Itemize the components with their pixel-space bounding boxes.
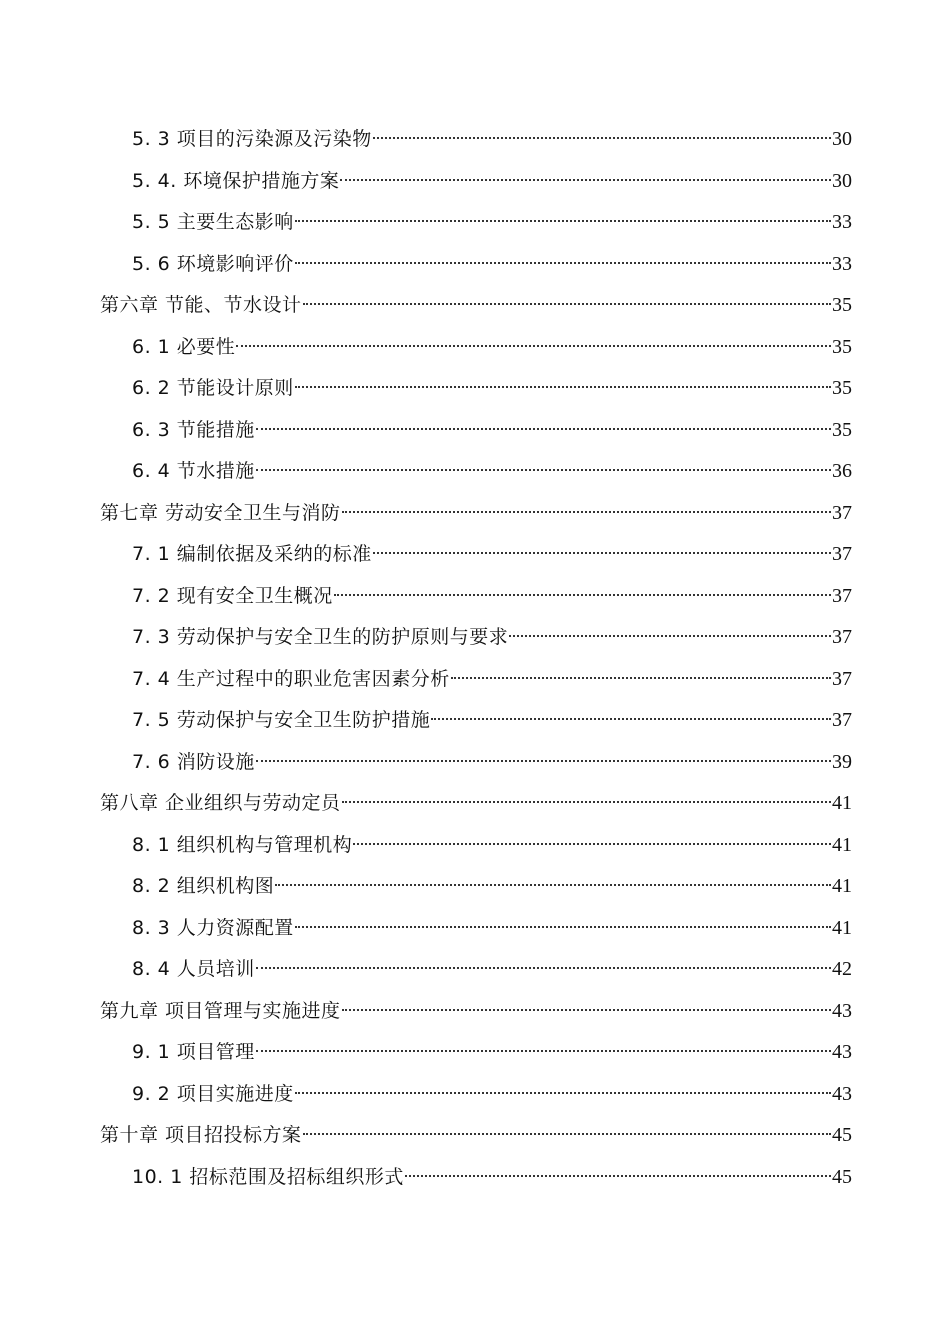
- toc-entry-page-number: 41: [832, 916, 852, 939]
- dot-leader: [256, 427, 831, 430]
- toc-entry-title: 9. 1 项目管理: [132, 1041, 255, 1063]
- dot-leader: [340, 178, 831, 181]
- toc-section-entry[interactable]: [100, 410, 852, 452]
- toc-chapter-entry[interactable]: [100, 991, 852, 1033]
- dot-leader: [373, 551, 831, 554]
- toc-entry-page-number: 37: [832, 543, 852, 565]
- dot-leader: [295, 219, 831, 222]
- toc-entry-page-number: 43: [832, 1041, 852, 1063]
- toc-section-entry[interactable]: [100, 327, 852, 369]
- toc-entry-title: 8. 1 组织机构与管理机构: [132, 833, 353, 856]
- toc-section-entry[interactable]: [100, 119, 852, 161]
- dot-leader: [342, 800, 831, 803]
- toc-entry-page-number: 35: [832, 335, 852, 358]
- toc-section-entry[interactable]: [100, 451, 852, 493]
- toc-entry-page-number: 43: [832, 1082, 852, 1105]
- dot-leader: [256, 966, 831, 969]
- dot-leader: [334, 593, 831, 596]
- dot-leader: [451, 676, 831, 679]
- toc-section-entry[interactable]: [100, 576, 852, 618]
- toc-entry-title: 第八章 企业组织与劳动定员: [100, 792, 341, 814]
- dot-leader: [303, 1132, 831, 1135]
- toc-entry-page-number: 41: [832, 792, 852, 814]
- toc-section-entry[interactable]: [100, 161, 852, 203]
- toc-entry-page-number: 45: [832, 1165, 852, 1188]
- toc-chapter-entry[interactable]: [100, 783, 852, 825]
- dot-leader: [342, 1008, 831, 1011]
- dot-leader: [353, 842, 831, 845]
- toc-entry-page-number: 43: [832, 999, 852, 1022]
- toc-entry-title: 5. 6 环境影响评价: [132, 252, 294, 275]
- toc-section-entry[interactable]: [100, 244, 852, 286]
- dot-leader: [295, 385, 831, 388]
- table-of-contents: [100, 119, 852, 1198]
- toc-entry-page-number: 35: [832, 418, 852, 441]
- toc-entry-title: 8. 3 人力资源配置: [132, 916, 294, 939]
- toc-section-entry[interactable]: [100, 742, 852, 784]
- toc-chapter-entry[interactable]: [100, 1115, 852, 1157]
- toc-entry-page-number: 37: [832, 584, 852, 607]
- toc-section-entry[interactable]: [100, 866, 852, 908]
- toc-entry-title: 6. 4 节水措施: [132, 460, 255, 482]
- toc-entry-title: 7. 1 编制依据及采纳的标准: [132, 543, 372, 565]
- dot-leader: [373, 136, 831, 139]
- toc-entry-title: 6. 2 节能设计原则: [132, 377, 294, 399]
- toc-entry-title: 第九章 项目管理与实施进度: [100, 999, 341, 1022]
- toc-entry-page-number: 33: [832, 211, 852, 233]
- toc-entry-page-number: 41: [832, 875, 852, 897]
- toc-chapter-entry[interactable]: [100, 285, 852, 327]
- toc-entry-title: 7. 2 现有安全卫生概况: [132, 584, 333, 607]
- dot-leader: [275, 883, 831, 886]
- toc-entry-title: 7. 4 生产过程中的职业危害因素分析: [132, 667, 450, 690]
- dot-leader: [256, 468, 831, 471]
- dot-leader: [295, 925, 831, 928]
- dot-leader: [295, 261, 831, 264]
- toc-section-entry[interactable]: [100, 1032, 852, 1074]
- toc-entry-title: 7. 5 劳动保护与安全卫生防护措施: [132, 709, 431, 731]
- dot-leader: [405, 1174, 831, 1177]
- toc-entry-page-number: 41: [832, 833, 852, 856]
- toc-entry-page-number: 30: [832, 128, 852, 150]
- toc-section-entry[interactable]: [100, 534, 852, 576]
- toc-entry-page-number: 35: [832, 294, 852, 316]
- toc-section-entry[interactable]: [100, 908, 852, 950]
- toc-entry-page-number: 45: [832, 1124, 852, 1146]
- toc-section-entry[interactable]: [100, 368, 852, 410]
- dot-leader: [256, 759, 831, 762]
- dot-leader: [295, 1091, 831, 1094]
- toc-entry-title: 5. 5 主要生态影响: [132, 211, 294, 233]
- toc-entry-title: 第十章 项目招投标方案: [100, 1124, 302, 1146]
- toc-entry-title: 10. 1 招标范围及招标组织形式: [132, 1165, 404, 1188]
- toc-entry-page-number: 35: [832, 377, 852, 399]
- toc-entry-title: 6. 1 必要性: [132, 335, 236, 358]
- toc-chapter-entry[interactable]: [100, 493, 852, 535]
- dot-leader: [236, 344, 831, 347]
- toc-entry-title: 8. 4 人员培训: [132, 958, 255, 980]
- dot-leader: [342, 510, 831, 513]
- toc-entry-page-number: 36: [832, 460, 852, 482]
- dot-leader: [509, 634, 831, 637]
- toc-section-entry[interactable]: [100, 825, 852, 867]
- toc-entry-page-number: 30: [832, 169, 852, 192]
- toc-entry-title: 5. 3 项目的污染源及污染物: [132, 128, 372, 150]
- toc-entry-title: 9. 2 项目实施进度: [132, 1082, 294, 1105]
- toc-section-entry[interactable]: [100, 1074, 852, 1116]
- dot-leader: [431, 717, 831, 720]
- dot-leader: [256, 1049, 831, 1052]
- toc-entry-title: 6. 3 节能措施: [132, 418, 255, 441]
- toc-section-entry[interactable]: [100, 202, 852, 244]
- toc-entry-title: 第六章 节能、节水设计: [100, 294, 302, 316]
- toc-entry-page-number: 37: [832, 501, 852, 524]
- toc-section-entry[interactable]: [100, 949, 852, 991]
- toc-entry-title: 第七章 劳动安全卫生与消防: [100, 501, 341, 524]
- toc-section-entry[interactable]: [100, 1157, 852, 1199]
- toc-entry-page-number: 39: [832, 750, 852, 773]
- dot-leader: [303, 302, 831, 305]
- toc-entry-page-number: 37: [832, 709, 852, 731]
- toc-entry-page-number: 37: [832, 626, 852, 648]
- toc-entry-title: 5. 4. 环境保护措施方案: [132, 169, 340, 192]
- toc-section-entry[interactable]: [100, 659, 852, 701]
- toc-entry-page-number: 37: [832, 667, 852, 690]
- toc-entry-title: 7. 3 劳动保护与安全卫生的防护原则与要求: [132, 626, 509, 648]
- toc-entry-title: 8. 2 组织机构图: [132, 875, 275, 897]
- toc-entry-page-number: 42: [832, 958, 852, 980]
- toc-entry-page-number: 33: [832, 252, 852, 275]
- toc-section-entry[interactable]: [100, 617, 852, 659]
- toc-section-entry[interactable]: [100, 700, 852, 742]
- toc-entry-title: 7. 6 消防设施: [132, 750, 255, 773]
